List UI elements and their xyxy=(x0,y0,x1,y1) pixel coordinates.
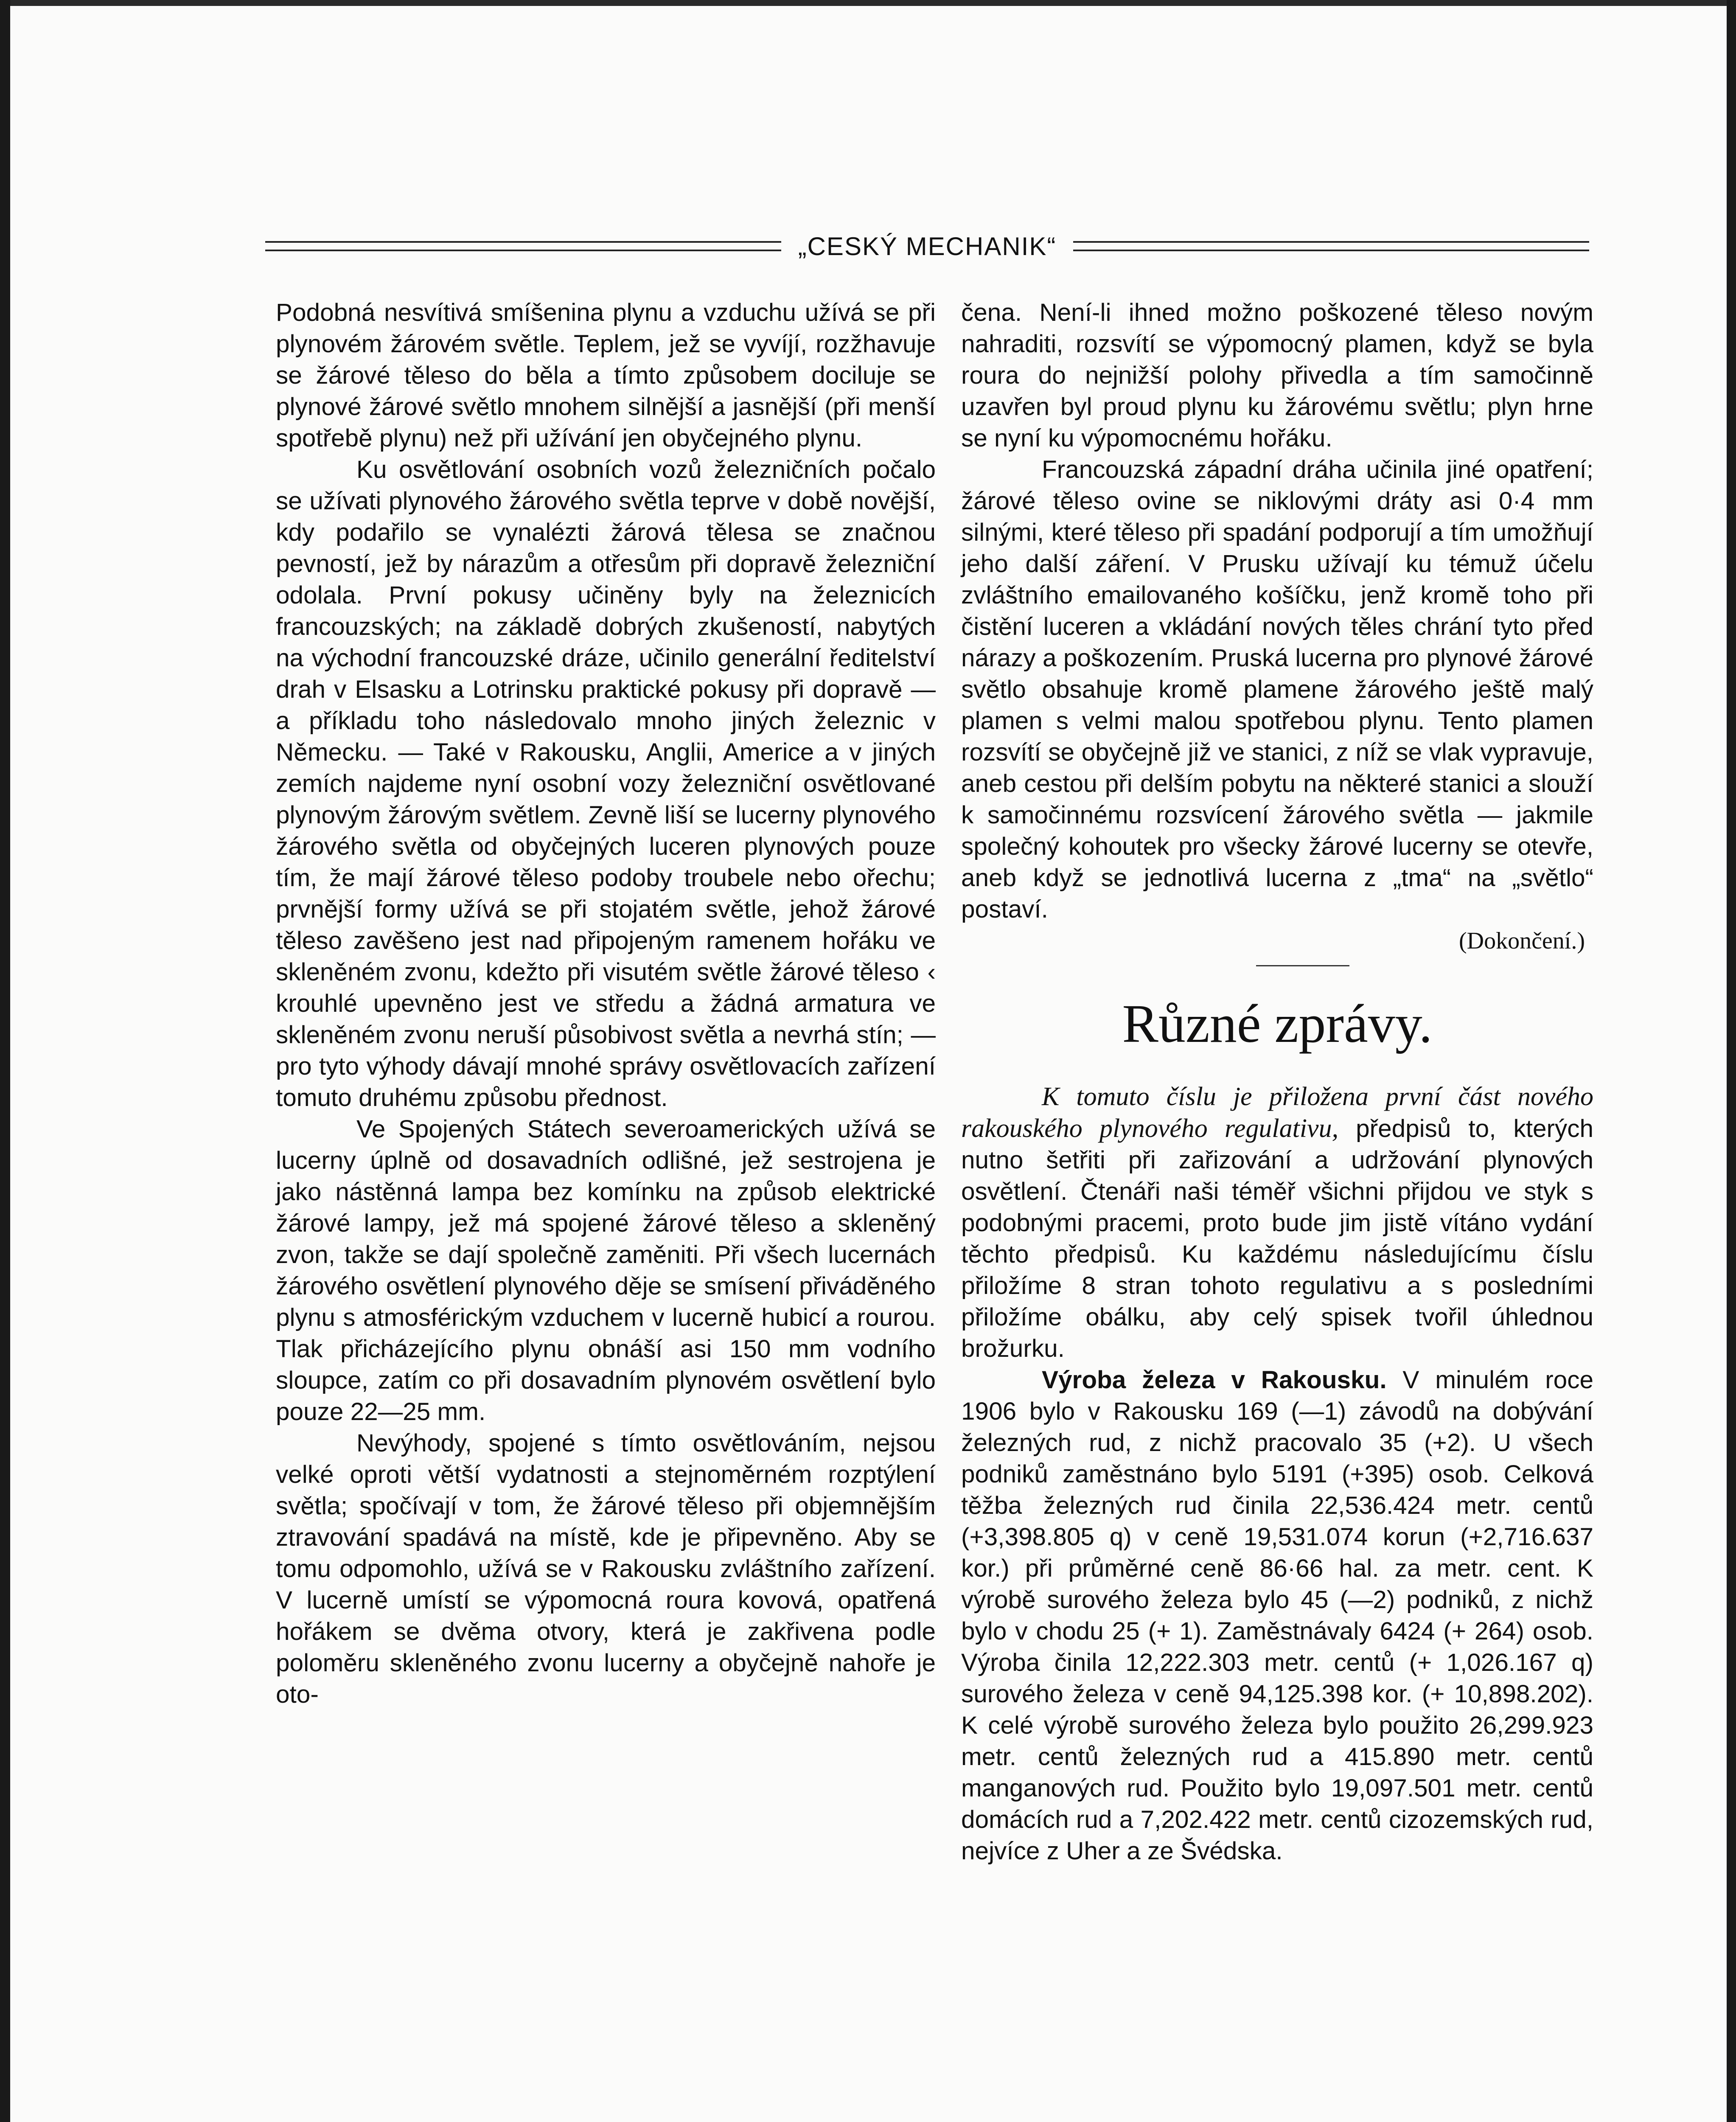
paragraph: Francouzská západní dráha učinila jiné opatření; žárové těleso ovine se niklovými dráty asi 0·4 mm silnými, které těleso při spadání podporují a tím umožňují jeho další záření. V Prusku užívají ku témuž účelu zvláštního emailovaného košíčku, jenž kromě toho při čistění luceren a vkládání nových těles chrání tyto před nárazy a poškozením. Pruská lucerna pro plynové žárové světlo obsahuje kromě plamene žárového ještě malý plamen s velmi malou spotřebou plynu. Tento plamen rozsvítí se obyčejně již ve stanici, z níž se vlak vypravuje, aneb cestou při delším pobytu na některé stanici a slouží k samočinnému rozsvícení žárového světla — jakmile společný kohoutek pro všecky žárové lucerny se otevře, aneb když se jednotlivá lucerna z „tma“ na „světlo“ postaví. xyxy=(961,456,1593,923)
scan-edge-top xyxy=(0,0,1736,6)
paragraph: Nevýhody, spojené s tímto osvětlováním, nejsou velké oproti větší vydatnosti a stejnoměrném rozptýlení světla; spočívají v tom, že žárové těleso při objemnějším ztravování spadává na místě, kde je připevněno. Aby se tomu odpomohlo, užívá se v Rakousku zvláštního zařízení. V lucerně umístí se výpomocná roura kovová, opatřená hořákem se dvěma otvory, která je zakřivena podle poloměru skleněného zvonu lucerny a obyčejně nahoře je oto- xyxy=(276,1429,936,1708)
paragraph: Podobná nesvítivá smíšenina plynu a vzduchu užívá se při plynovém žárovém světle. Teplem, jež se vyvíjí, rozžhavuje se žárové těleso do běla a tímto způsobem dociluje se plynové žárové světlo mnohem silnější a jasnější (při menší spotřebě plynu) než při užívání jen obyčejného plynu. xyxy=(276,299,936,452)
running-header xyxy=(265,229,1589,263)
notice-paragraph xyxy=(961,1081,1593,1364)
continuation-note: (Dokončení.) xyxy=(1458,928,1585,954)
iron-paragraph xyxy=(961,1364,1593,1867)
iron-text: V minulém roce 1906 bylo v Rakousku 169 (—1) závodů na dobývání železných rud, z nichž pracovalo 35 (+2). U všech podniků zaměstnáno bylo 5191 (+395) osob. Celková těžba železných rud činila 22,536.424 metr. centů (+3,398.805 q) v ceně 19,531.074 korun (+2,716.637 kor.) při průměrné ceně 86·66 hal. za metr. cent. K výrobě surového železa bylo 45 (—2) podniků, z nichž bylo v chodu 25 (+ 1). Zaměstnávaly 6424 (+ 264) osob. Výroba činila 12,222.303 metr. centů (+ 1,026.167 q) surového železa v ceně 94,125.398 kor. (+ 10,898.202). K celé výrobě surového železa bylo použito 26,299.923 metr. centů železných rud a 415.890 metr. centů manganových rud. Použito bylo 19,097.501 metr. centů domácích rud a 7,202.422 metr. centů cizozemských rud, nejvíce z Uher a ze Švédska. xyxy=(961,1366,1593,1865)
paragraph: čena. Není-li ihned možno poškozené těleso novým nahraditi, rozsvítí se výpomocný plamen, když se byla roura do nejnižší polohy přivedla a tím samočinně uzavřen byl proud plynu ku žárovému světlu; plyn hrne se nyní ku výpomocnému hořáku. xyxy=(961,299,1593,452)
notice-text: předpisů to, kterých nutno šetřiti při zařizování a udržování plynových osvětlení. Čtenáři naši téměř všichni přijdou ve styk s podobnými pracemi, proto bude jim jistě vítáno vydání těchto předpisů. Ku každému následujícímu číslu přiložíme 8 stran tohoto regulativu a s posledními přiložíme obálku, aby celý spisek tvořil úhlednou brožurku. xyxy=(961,1115,1593,1362)
journal-title: „CESKÝ MECHANIK“ xyxy=(798,232,1057,261)
iron-heading: Výroba železa v Rakousku. xyxy=(1042,1366,1387,1394)
left-column xyxy=(276,297,936,1710)
header-rule-left xyxy=(265,241,781,251)
section-title: Různé zprávy. xyxy=(1122,994,1433,1054)
paragraph: Ku osvětlování osobních vozů železničních počalo se užívati plynového žárového světla teprve v době novější, kdy podařilo se vynalézti žárová tělesa se značnou pevností, jež by nárazům a otřesům při dopravě železniční odolala. První pokusy učiněny byly na železnicích francouzských; na základě dobrých zkušeností, nabytých na východní francouzské dráze, učinilo generální ředitelství drah v Elsasku a Lotrinsku praktické pokusy při dopravě — a příkladu toho následovalo mnoho jiných železnic v Německu. — Také v Rakousku, Anglii, Americe a v jiných zemích najdeme nyní osobní vozy železniční osvětlované plynovým žárovým světlem. Zevně liší se lucerny plynového žárového světla od obyčejných luceren plynových pouze tím, že mají žárové těleso podoby troubele nebo ořechu; prvnější formy užívá se při stojatém světle, jehož žárové těleso zavěšeno jest nad připojeným ramenem hořáku ve skleněném zvonu, kdežto při visutém světle žárové těleso ‹ krouhlé upevněno jest ve středu a žádná armatura ve skleněném zvonu neruší působivost světla a nevrhá stín; — pro tyto výhody dávají mnohé správy osvětlovacích zařízení tomuto druhému způsobu přednost. xyxy=(276,456,936,1112)
right-column xyxy=(961,297,1593,1867)
separator-rule xyxy=(1256,965,1349,966)
notice-italic: K tomuto číslu je přiložena první část nového rakouského plynového regulativu, xyxy=(961,1082,1593,1143)
header-rule-right xyxy=(1073,241,1589,251)
scan-edge-right xyxy=(1727,0,1736,2122)
paragraph: Ve Spojených Státech severoamerických užívá se lucerny úplně od dosavadních odlišné, jež sestrojena je jako nástěnná lampa bez komínku na způsob elektrické žárové lampy, jež má spojené žárové těleso a skleněný zvon, takže se dají společně zaměniti. Při všech lucernách žárového osvětlení plynového děje se smísení přiváděného plynu s atmosférickým vzduchem v lucerně hubicí a rourou. Tlak přicházejícího plynu obnáší asi 150 mm vodního sloupce, zatím co při dosavadním plynovém osvětlení bylo pouze 22—25 mm. xyxy=(276,1115,936,1426)
scan-edge-left xyxy=(0,0,10,2122)
